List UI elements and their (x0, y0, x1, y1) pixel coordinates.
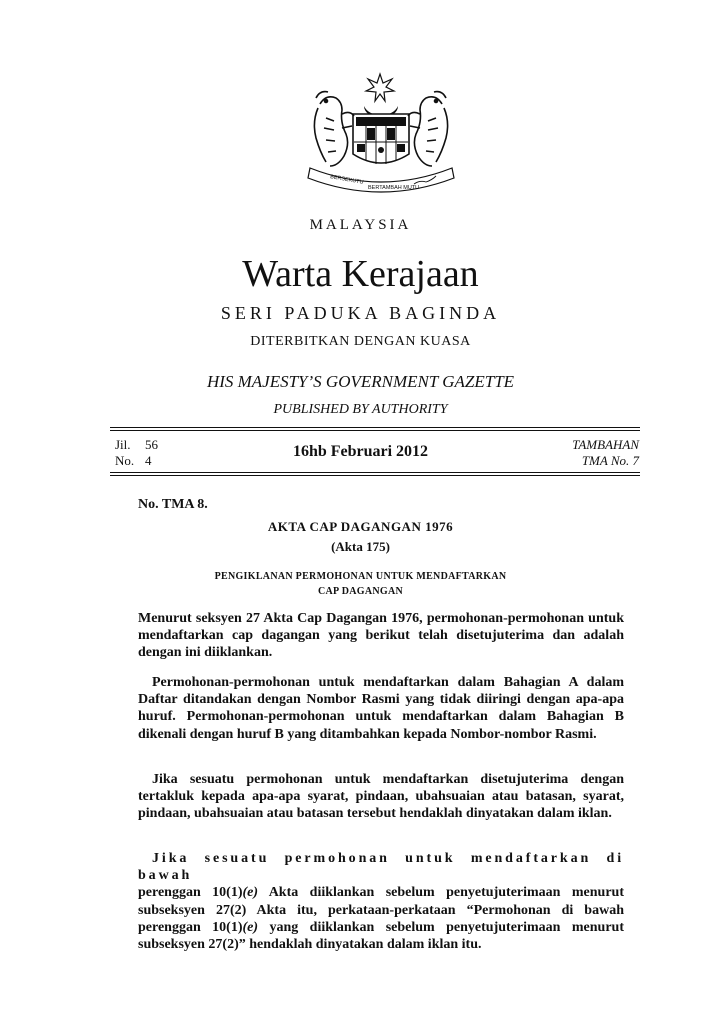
body-paragraph-2: Permohonan-permohonan untuk mendaftarkan dalam Bahagian A dalam Daftar ditandakan dengan Nombor Rasmi yang tidak diiringi dengan apa-apa huruf. Permohonan-permohonan untuk mendaftarkan dalam Bahagian B dikenali dengan huruf B yang ditambahkan kepada Nombor-nombor Rasmi. (138, 675, 624, 742)
volume-label: Jil. (115, 437, 131, 452)
body-paragraph-4 (138, 850, 624, 953)
shield-icon (353, 114, 409, 164)
notice-heading (0, 569, 721, 599)
body-paragraph-4-part-c: Akta diiklankan sebelum penyetujuterimaan menurut subseksyen 27(2) Akta itu, perkataan-perkataan “Permohonan di bawah perenggan 10(1) (138, 885, 624, 935)
motto-ribbon (308, 168, 454, 192)
body-paragraph-4-part-b: (e) (242, 885, 259, 901)
supplement-label: TAMBAHAN (572, 437, 639, 452)
country-name: MALAYSIA (309, 217, 412, 233)
star-icon (366, 74, 394, 101)
gazette-title: Warta Kerajaan (242, 253, 479, 295)
body-paragraph-4-line-1: Jika sesuatu permohonan untuk mendaftarkan di bawah (138, 851, 624, 884)
issue-date: 16hb Februari 2012 (292, 443, 429, 460)
tiger-left-icon (314, 92, 354, 166)
english-title: HIS MAJESTY’S GOVERNMENT GAZETTE (206, 372, 515, 391)
english-subtitle: PUBLISHED BY AUTHORITY (273, 402, 448, 417)
body-paragraph-4-part-d: (e) (242, 919, 259, 935)
divider-top-1 (110, 427, 640, 428)
divider-top-2 (110, 430, 640, 431)
body-paragraph-3: Jika sesuatu permohonan untuk mendaftarkan disetujuterima dengan tertakluk kepada apa-apa syarat, pindaan, ubahsuaian atau batasan, syarat, pindaan, ubahsuaian atau batasan tersebut hendaklah dinyatakan dalam iklan. (138, 772, 624, 822)
body-paragraph-4-part-a: perenggan 10(1) (138, 885, 243, 901)
number-label: No. (115, 453, 135, 468)
notice-heading-line-2: CAP DAGANGAN (318, 586, 403, 597)
gazette-series: SERI PADUKA BAGINDA (220, 303, 501, 323)
body-paragraph-4-part-e: yang diiklankan sebelum penyetujuterimaan menurut subseksyen 27(2)” hendaklah dinyatakan dalam iklan itu. (138, 919, 624, 953)
body-paragraph-1: Menurut seksyen 27 Akta Cap Dagangan 1976, permohonan-permohonan untuk mendaftarkan cap dagangan yang berikut telah disetujuterima dan adalah dengan ini diiklankan. (138, 611, 624, 661)
notice-number: No. TMA 8. (138, 497, 208, 512)
supplement-block (572, 437, 639, 469)
issued-by: DITERBITKAN DENGAN KUASA (250, 334, 471, 349)
supplement-number: TMA No. 7 (581, 453, 639, 468)
motto-left-text: BERSEKUTU (329, 174, 364, 186)
divider-bottom-2 (110, 475, 640, 476)
divider-bottom-1 (110, 472, 640, 473)
number-value: 4 (145, 453, 152, 468)
act-title: AKTA CAP DAGANGAN 1976 (267, 519, 454, 534)
act-number: (Akta 175) (331, 539, 390, 554)
volume-value: 56 (145, 437, 158, 452)
tiger-right-icon (408, 92, 448, 166)
motto-right-text: BERTAMBAH MUTU (368, 185, 420, 191)
coat-of-arms-emblem (296, 68, 466, 196)
notice-heading-line-1: PENGIKLANAN PERMOHONAN UNTUK MENDAFTARKAN (214, 571, 507, 582)
